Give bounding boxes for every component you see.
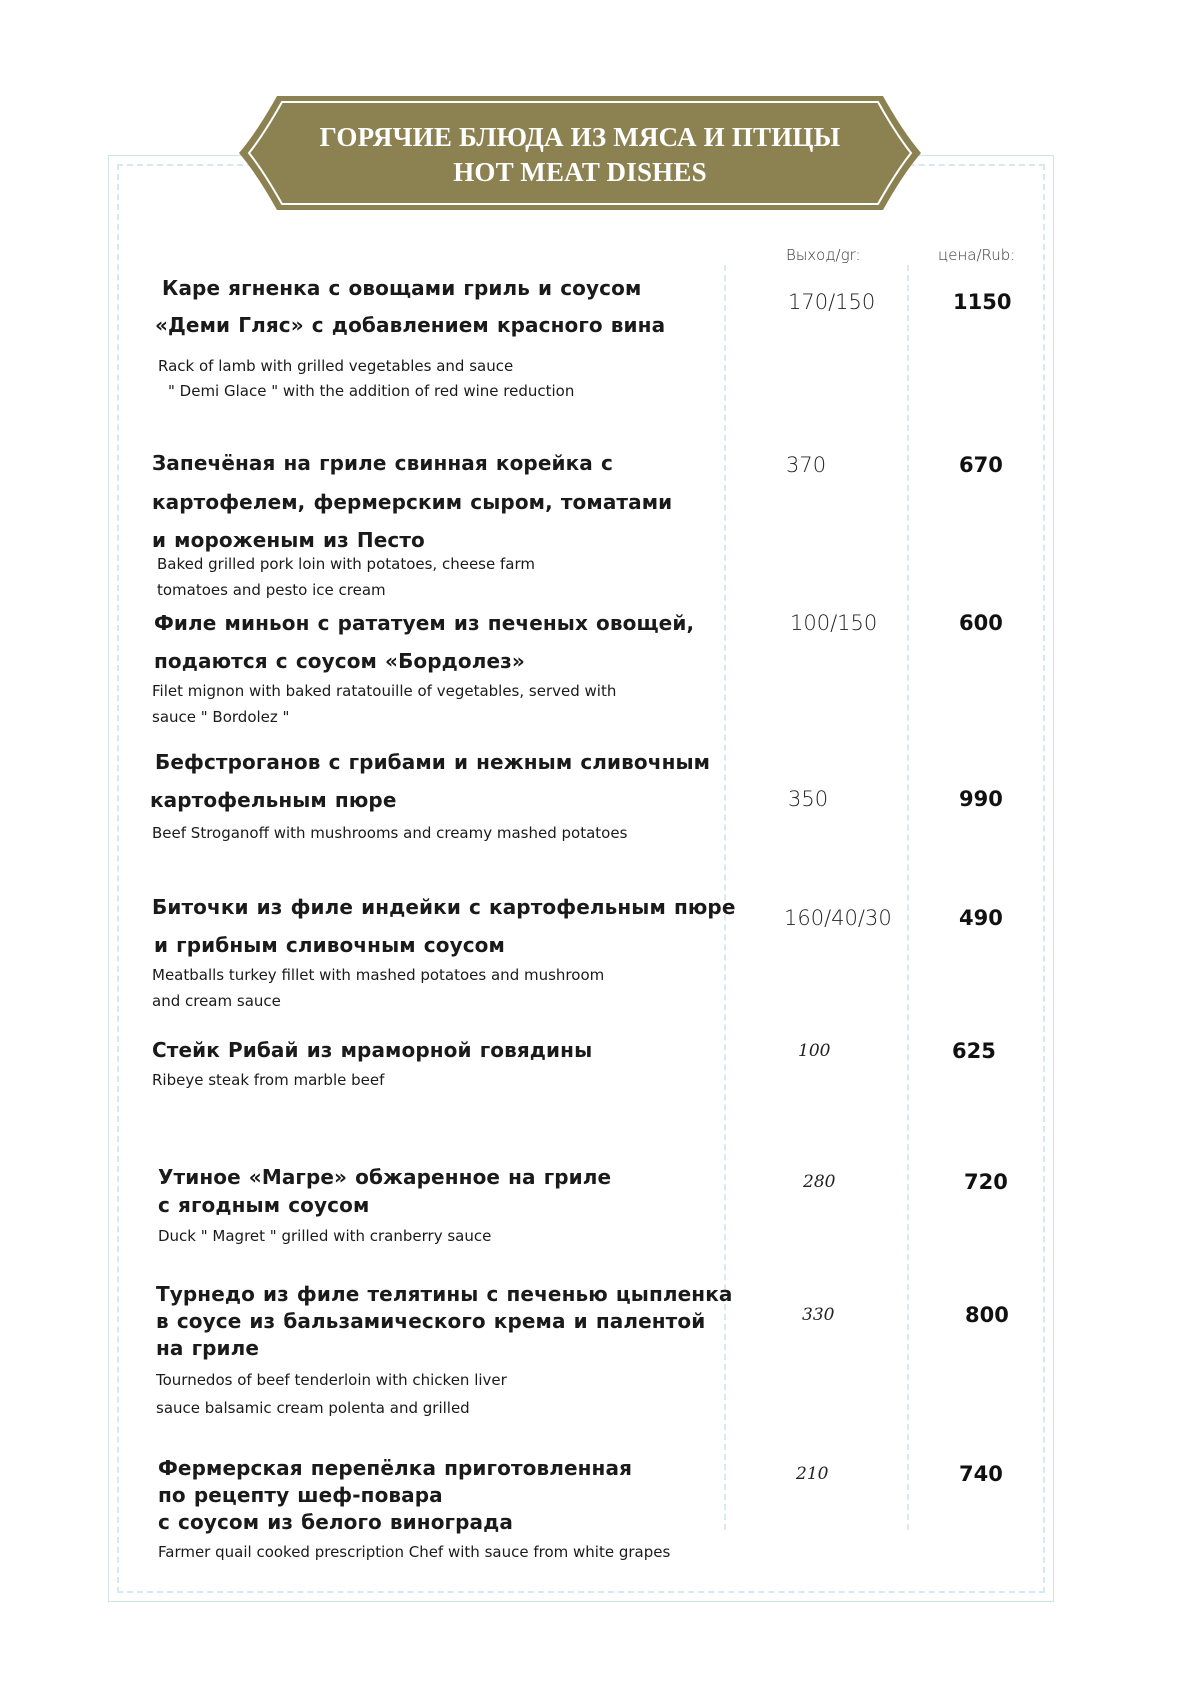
dish-name-ru: Утиное «Магре» обжаренное на гриле <box>158 1165 612 1189</box>
dish-name-ru: Фермерская перепёлка приготовленная <box>158 1456 633 1480</box>
dish-name-ru: Каре ягненка с овощами гриль и соусом <box>162 276 642 300</box>
dish-price: 800 <box>965 1303 1009 1327</box>
dish-name-ru: с ягодным соусом <box>158 1193 370 1217</box>
dish-name-en: sauce " Bordolez " <box>152 708 290 726</box>
dish-name-ru: Стейк Рибай из мраморной говядины <box>152 1038 593 1062</box>
dish-name-ru: картофельным пюре <box>150 788 397 812</box>
column-header-weight: Выход/gr: <box>786 246 861 264</box>
dish-name-en: Farmer quail cooked prescription Chef with sauce from white grapes <box>158 1543 671 1561</box>
dish-weight: 100 <box>798 1041 831 1061</box>
dish-name-ru: и мороженым из Песто <box>152 528 425 552</box>
dish-name-en: Baked grilled pork loin with potatoes, cheese farm <box>157 555 535 573</box>
dish-price: 1150 <box>953 290 1012 314</box>
dish-weight: 170/150 <box>788 290 876 314</box>
dish-name-ru: с соусом из белого винограда <box>158 1510 513 1534</box>
column-header-price: цена/Rub: <box>938 246 1016 264</box>
section-title <box>237 120 923 190</box>
dish-name-ru: картофелем, фермерским сыром, томатами <box>152 490 673 514</box>
dish-price: 670 <box>959 453 1003 477</box>
dish-price: 490 <box>959 906 1003 930</box>
dish-name-ru: по рецепту шеф-повара <box>158 1483 443 1507</box>
dish-name-en: " Demi Glace " with the addition of red wine reduction <box>168 382 575 400</box>
section-title-ru: ГОРЯЧИЕ БЛЮДА ИЗ МЯСА И ПТИЦЫ <box>319 122 841 152</box>
dish-name-ru: Филе миньон с рататуем из печеных овощей, <box>154 611 695 635</box>
dish-weight: 280 <box>803 1172 836 1192</box>
dish-name-en: and cream sauce <box>152 992 281 1010</box>
dish-price: 990 <box>959 787 1003 811</box>
dish-price: 600 <box>959 611 1003 635</box>
dish-name-en: Beef Stroganoff with mushrooms and creamy mashed potatoes <box>152 824 628 842</box>
dish-name-en: sauce balsamic cream polenta and grilled <box>156 1399 470 1417</box>
column-divider-price <box>907 265 909 1530</box>
dish-weight: 330 <box>802 1305 835 1325</box>
dish-weight: 350 <box>788 787 829 811</box>
dish-weight: 160/40/30 <box>784 906 892 930</box>
dish-name-en: Ribeye steak from marble beef <box>152 1071 385 1089</box>
dish-name-en: Duck " Magret " grilled with cranberry sauce <box>158 1227 492 1245</box>
dish-weight: 370 <box>786 453 827 477</box>
dish-price: 740 <box>959 1462 1003 1486</box>
dish-name-ru: «Деми Гляс» с добавлением красного вина <box>155 313 666 337</box>
dish-name-en: tomatoes and pesto ice cream <box>157 581 386 599</box>
dish-name-ru: и грибным сливочным соусом <box>154 933 505 957</box>
dish-weight: 210 <box>796 1464 829 1484</box>
dish-name-en: Meatballs turkey fillet with mashed potatoes and mushroom <box>152 966 605 984</box>
section-banner <box>237 94 923 212</box>
dish-price: 720 <box>964 1170 1008 1194</box>
dish-name-ru: Бефстроганов с грибами и нежным сливочным <box>155 750 711 774</box>
dish-name-ru: в соусе из бальзамического крема и палентой <box>156 1309 706 1333</box>
dish-name-ru: подаются с соусом «Бордолез» <box>154 649 525 673</box>
dish-name-en: Tournedos of beef tenderloin with chicken liver <box>156 1371 507 1389</box>
dish-name-ru: на гриле <box>156 1336 260 1360</box>
dish-name-ru: Турнедо из филе телятины с печенью цыпленка <box>156 1282 733 1306</box>
dish-weight: 100/150 <box>790 611 878 635</box>
dish-name-en: Rack of lamb with grilled vegetables and sauce <box>158 357 514 375</box>
dish-name-ru: Биточки из филе индейки с картофельным пюре <box>152 895 736 919</box>
dish-name-en: Filet mignon with baked ratatouille of vegetables, served with <box>152 682 617 700</box>
dish-price: 625 <box>952 1039 996 1063</box>
section-title-en: HOT MEAT DISHES <box>453 157 707 187</box>
dish-name-ru: Запечёная на гриле свинная корейка с <box>152 451 613 475</box>
